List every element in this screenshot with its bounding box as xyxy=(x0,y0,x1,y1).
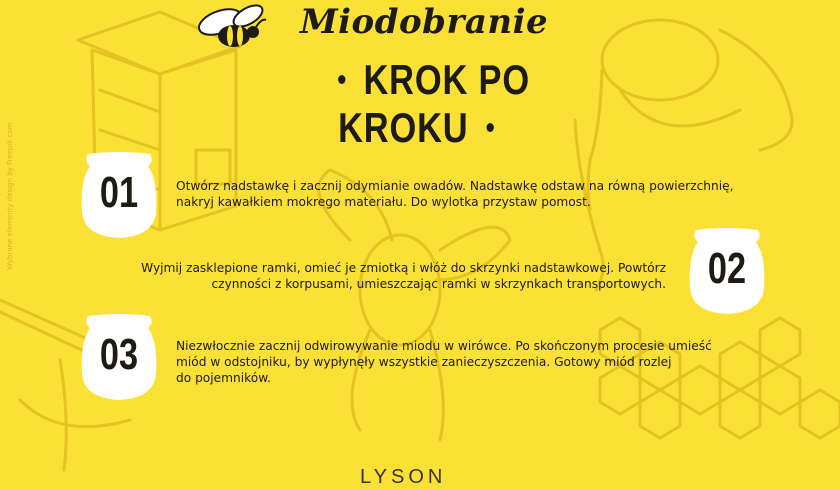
step-text-line: czynności z korpusami, umieszczając ramki w skrzynkach transportowych. xyxy=(211,277,666,291)
step-text-line: Otwórz nadstawkę i zacznij odymianie owadów. Nadstawkę odstaw na równą powierzchnię, xyxy=(176,179,734,193)
step-02-text xyxy=(100,260,666,292)
bee-sketch xyxy=(319,170,510,440)
title-main-text: KROK PO KROKU xyxy=(338,56,530,151)
step-03-text xyxy=(176,338,712,386)
step-text-line: nakryj kawałkiem mokrego materiału. Do wylotka przystaw pomost. xyxy=(176,195,591,209)
step-text-line: Niezwłocznie zacznij odwirowywanie miodu w wirówce. Po skończonym procesie umieść xyxy=(176,339,712,353)
title-main xyxy=(282,56,569,152)
brand-logo: LYSON xyxy=(360,466,447,488)
step-01-jar xyxy=(78,150,160,242)
step-number: 01 xyxy=(99,168,139,217)
step-text-line: Wyjmij zasklepione ramki, omieć je zmiotką i włóż do skrzynki nadstawkowej. Powtórz xyxy=(141,261,666,275)
credit-text: Wybrane elementy design by Freepik.com xyxy=(6,122,14,270)
bee-icon xyxy=(190,2,274,56)
bullet-dot xyxy=(487,123,494,132)
step-01-text xyxy=(176,178,734,210)
step-text-line: do pojemników. xyxy=(176,371,271,385)
step-text-line: miód w odstojniku, by wypłynęły wszystkie zanieczyszczenia. Gotowy miód rozlej xyxy=(176,355,672,369)
title-script: Miodobranie xyxy=(300,2,549,42)
step-03-jar xyxy=(78,312,160,404)
step-02-jar xyxy=(686,226,768,318)
step-number: 02 xyxy=(707,244,747,293)
step-number: 03 xyxy=(99,330,139,379)
bullet-dot xyxy=(338,75,345,84)
